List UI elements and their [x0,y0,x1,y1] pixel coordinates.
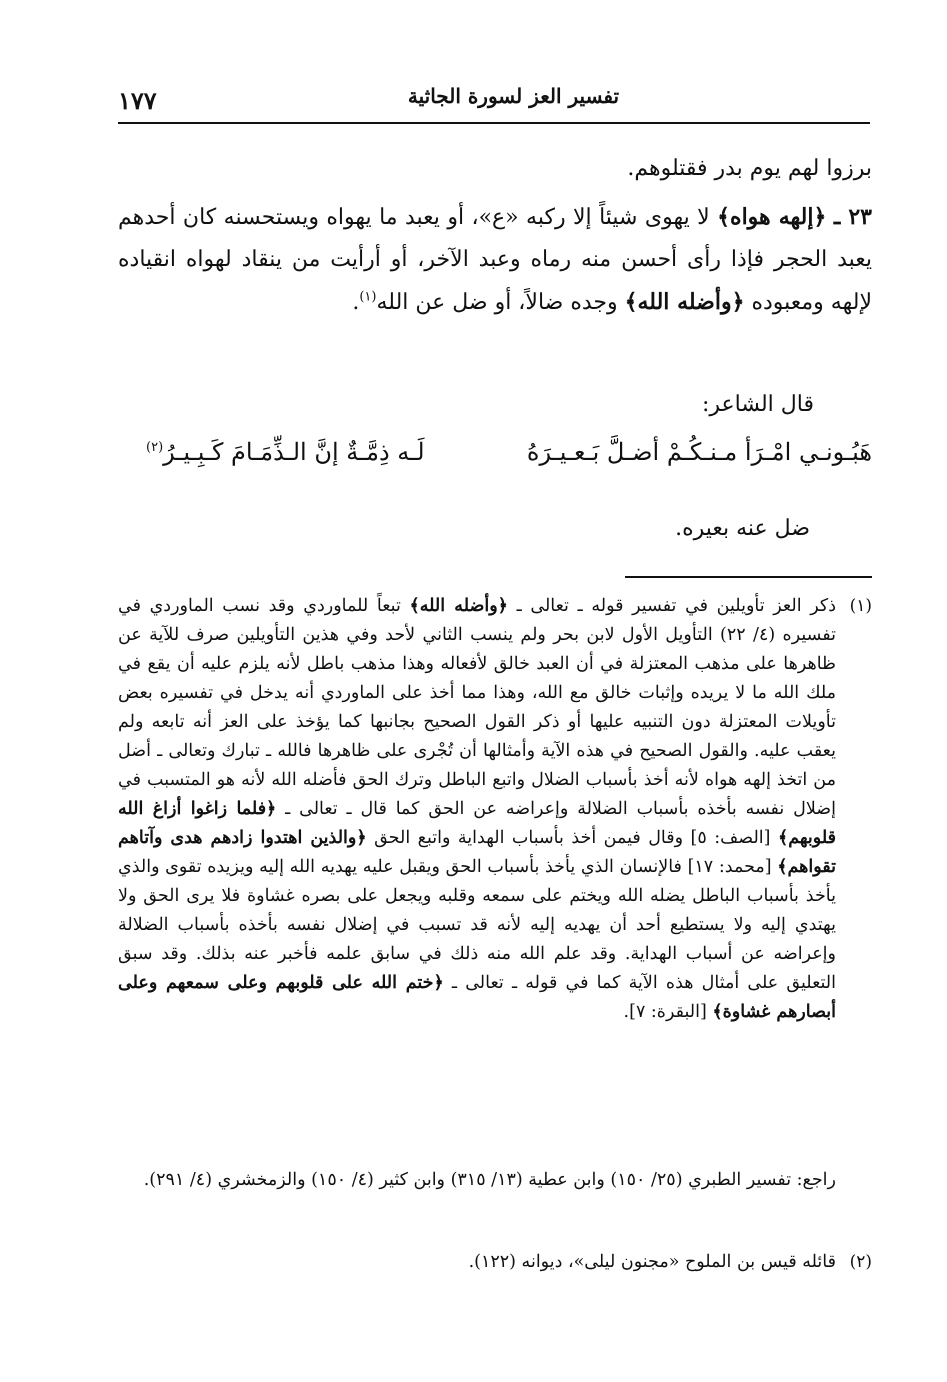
footnote-ref: (١) [359,289,377,305]
quran-quote: ﴿إلهه هواه﴾ [717,204,827,230]
after-poem-line: ضل عنه بعيره. [675,516,810,541]
verse-number: ٢٣ ـ [833,204,872,230]
commentary-text: وجده ضالاً، أو ضل عن الله [376,290,625,315]
footnote-text: ذكر العز تأويلين في تفسير قوله ـ تعالى ـ ﴿وأضله الله﴾ تبعاً للماوردي وقد نسب الماوردي في تفسيره (٤/ ٢٢) التأويل الأول لابن بحر ولم ينسب الثاني لأحد وفي هذين التأويلين صرف للآية عن ظاهرها على مذهب المعتزلة في أن العبد خالق لأفعاله وهذا مذهب باطل لأنه يلزم عليه أن يقع في ملك الله ما لا يريده وإثبات خالق مع الله، وهذا مما أخذ على الماوردي أنه يدخل في تفسيره بعض تأويلات المعتزلة دون التنبيه عليها أو ذكر القول الصحيح بجانبها كما يؤخذ على العز أنه تابعه ولم يعقب عليه. والقول الصحيح في هذه الآية وأمثالها أن تُجْرى على ظاهرها فالله ـ تبارك وتعالى ـ أضل من اتخذ إلهه هواه لأنه أخذ بأسباب الضلال واتبع الباطل وترك الحق فأضله الله لأنه هو المتسبب في إضلال نفسه بأخذه بأسباب الضلالة وإعراضه عن الحق كما قال ـ تعالى ـ ﴿فلما زاغوا أزاغ الله قلوبهم﴾ [الصف: ٥] وقال فيمن أخذ بأسباب الهداية واتبع الحق ﴿والذين اهتدوا زادهم هدى وآتاهم تقواهم﴾ [محمد: ١٧] فالإنسان الذي يأخذ بأسباب الحق ويقبل عليه يهديه الله إليه ويزيده تقوى والذي يأخذ بأسباب الباطل يضله الله ويختم على سمعه وقلبه ويجعل على بصره غشاوة فلا يرى الحق ولا يهتدي إليه ولا يستطيع أحد أن يهديه إليه لأنه قد تسبب في إضلال نفسه بأخذه بأسباب الضلالة وإعراضه عن أسباب الهداية. وقد علم الله منه ذلك في سابق علمه فأخبر عنه بذلك. وقد سبق التعليق على أمثال هذه الآية كما في قوله ـ تعالى ـ ﴿ختم الله على قلوبهم وعلى سمعهم وعلى أبصارهم غشاوة﴾ [البقرة: ٧]. [118,596,837,1022]
footnote-mark: (١) [849,596,872,616]
poet-intro: قال الشاعر: [701,392,814,417]
page-number: ١٧٧ [118,86,157,115]
running-header-title: تفسير العز لسورة الجاثية [407,84,620,108]
quran-quote: ﴿ختم الله على قلوبهم وعلى سمعهم وعلى أبصارهم غشاوة﴾ [118,973,836,1022]
quran-quote: ﴿وأضله الله﴾ [409,596,508,616]
quran-quote: ﴿والذين اهتدوا زادهم هدى وآتاهم تقواهم﴾ [118,828,836,877]
footnote-item [118,1248,872,1277]
footnote-separator [625,576,872,578]
poem-verse [118,438,872,488]
main-text-top [118,148,872,190]
commentary-text: لا يهوى شيئاً إلا ركبه «ع»، أو يعبد ما يهواه ويستحسنه كان أحدهم يعبد الحجر فإذا رأى أحسن منه رماه وعبد الآخر، أو أرأيت من ينقاد لهواه انقياده لإلهه ومعبوده [118,205,872,315]
footnote-1 [118,592,872,1027]
footnote-text: قائله قيس بن الملوح «مجنون ليلى»، ديوانه (١٢٢). [468,1252,836,1272]
header-rule [118,122,870,124]
after-poem-block [118,508,872,550]
verse-23-commentary [118,196,872,324]
poem-second-hemistich: لَـه ذِمَّـةٌ إنَّ الـذِّمَـامَ كَـبِـيـرُ$^{(٢)}$ [146,438,425,466]
footnote-ref: (٢) [146,440,164,455]
footnote-mark: (٢) [849,1252,872,1272]
footnote-item [118,592,872,1027]
quran-quote: ﴿وأضله الله﴾ [624,289,745,315]
footnote-2 [118,1248,872,1277]
footnote-1-references [118,1166,872,1195]
quran-quote: ﴿فلما زاغوا أزاغ الله قلوبهم﴾ [118,799,836,848]
continuation-line: برزوا لهم يوم بدر فقتلوهم. [627,156,872,181]
verse-23-paragraph: ٢٣ ـ ﴿إلهه هواه﴾ لا يهوى شيئاً إلا ركبه «ع»، أو يعبد ما يهواه ويستحسنه كان أحدهم يعبد الحجر فإذا رأى أحسن منه رماه وعبد الآخر، أو أرأيت من ينقاد لهواه انقياده لإلهه ومعبوده ﴿وأضله الله﴾ وجده ضالاً، أو ضل عن الله$^{(١)}$. [118,204,872,315]
poet-intro-block [118,384,872,426]
poem-first-hemistich: هَبُـونـي امْـرَأ مـنـكُـمْ أضـلَّ بَـعـيـرَهُ [526,438,872,466]
references-text: راجع: تفسير الطبري (٢٥/ ١٥٠) وابن عطية (١٣/ ٣١٥) وابن كثير (٤/ ١٥٠) والزمخشري (٤/ ٢٩١). [143,1170,836,1190]
